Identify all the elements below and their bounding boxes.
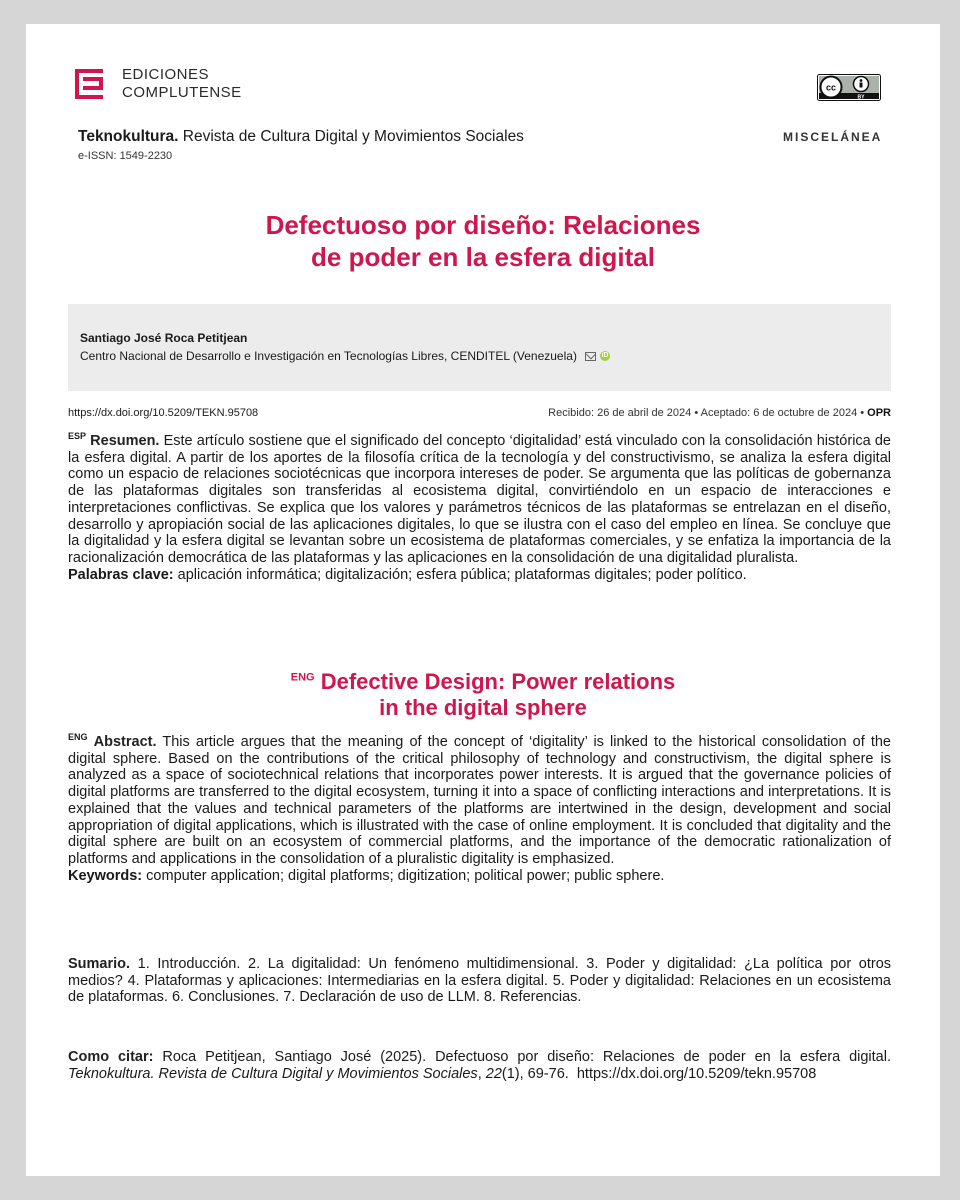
by-glyph: BY — [857, 94, 865, 101]
ediciones-complutense-logo-icon — [75, 69, 103, 99]
doi-link[interactable]: https://dx.doi.org/10.5209/TEKN.95708 — [68, 407, 259, 419]
citar-label: Como citar: — [68, 1049, 154, 1065]
title-en-line1: Defective Design: Power relations — [320, 669, 676, 694]
palabras-clave: aplicación informática; digitalización; esfera pública; plataformas digitales; poder político. — [177, 566, 747, 583]
author-name: Santiago José Roca Petitjean — [80, 331, 248, 345]
review-type: OPR — [867, 407, 891, 419]
publisher-name — [122, 66, 242, 102]
resumen-label: Resumen. — [90, 433, 160, 449]
journal-subtitle: Revista de Cultura Digital y Movimientos Sociales — [182, 128, 524, 145]
keywords: computer application; digital platforms; digitization; political power; public sphere. — [146, 867, 665, 884]
palabras-clave-label: Palabras clave: — [68, 566, 174, 583]
article-title-en — [26, 669, 940, 721]
journal-title — [78, 128, 524, 146]
dates-text: Recibido: 26 de abril de 2024 • Aceptado: 6 de octubre de 2024 • — [548, 407, 865, 419]
keywords-label: Keywords: — [68, 867, 143, 884]
publisher-line1: EDICIONES — [122, 66, 210, 83]
author-affiliation: Centro Nacional de Desarrollo e Investigación en Tecnologías Libres, CENDITEL (Venezuela) — [80, 349, 577, 363]
citation-block: Como citar: Roca Petitjean, Santiago José (2025). Defectuoso por diseño: Relaciones de poder en la esfera digital. Teknokultura. Revista de Cultura Digital y Movimientos Sociales, 22(1), 69-76. https://dx.doi.org/10.5209/tekn.95708 — [68, 1049, 891, 1082]
resumen-block — [68, 433, 891, 583]
title-es-line1: Defectuoso por diseño: Relaciones — [265, 210, 701, 240]
sumario-block — [68, 956, 891, 1006]
submission-dates — [548, 407, 891, 419]
citation-text: Roca Petitjean, Santiago José (2025). Defectuoso por diseño: Relaciones de poder en la esfera digital. — [162, 1049, 891, 1065]
issn: e-ISSN: 1549-2230 — [78, 150, 173, 162]
cc-glyph: cc — [825, 82, 837, 93]
lang-tag-eng-title: ENG — [290, 671, 315, 684]
citation-url[interactable]: https://dx.doi.org/10.5209/tekn.95708 — [576, 1065, 817, 1082]
journal-name: Teknokultura. — [78, 128, 179, 145]
title-en-line2: in the digital sphere — [379, 695, 587, 720]
abstract-text: This article argues that the meaning of the concept of ‘digitality’ is linked to the historical consolidation of the digital sphere. Based on the contributions of the critical philosophy of technology and constructivism, the digital sphere is analyzed as a space of sociotechnical relations that incorporates power interests. It is argued that the governance policies of digital platforms are transferred to the digital ecosystem, turning it into a space of conflicting interactions and interpretations. It is explained that the values and technical parameters of the platforms are intertwined in the design, development and social appropriation of digital applications, which is illustrated with the case of online employment. It is concluded that digitality and the digital sphere are built on an ecosystem of commercial platforms, and the importance of the democratic rationalization of platforms and applications in the consolidation of a pluralistic digitality is emphasized. — [68, 734, 891, 867]
publisher-line2: COMPLUTENSE — [122, 84, 242, 101]
article-page — [26, 24, 940, 1176]
title-es-line2: de poder en la esfera digital — [311, 242, 655, 272]
article-title-es — [26, 209, 940, 273]
citation-issue-pages: (1), 69-76. — [501, 1065, 569, 1082]
abstract-label: Abstract. — [93, 734, 157, 750]
sumario-text: 1. Introducción. 2. La digitalidad: Un fenómeno multidimensional. 3. Poder y digitalidad: ¿La política por otros medios? 4. Plataformas y aplicaciones: Intermediarias en la esfera digital. 5. Poder y digitalidad: Relaciones en un ecosistema de plataformas. 6. Conclusiones. 7. Declaración de uso de LLM. 8. Referencias. — [68, 956, 892, 1006]
lang-tag-esp: ESP — [68, 431, 87, 442]
abstract-block — [68, 734, 891, 884]
mail-icon[interactable] — [585, 352, 596, 361]
resumen-text: Este artículo sostiene que el significado del concepto ‘digitalidad’ está vinculado con la consolidación histórica de la esfera digital. A partir de los aportes de la filosofía crítica de la tecnología y del constructivismo, se analiza la esfera digital como un espacio de relaciones sociotécnicas que incorpora intereses de poder. Se argumenta que las políticas de gobernanza de las plataformas digitales son transferidas al ecosistema digital, convirtiéndolo en un espacio de interacciones e interpretaciones conflictivas. Se explica que los valores y parámetros técnicos de las plataformas se entrelazan en el diseño, desarrollo y apropiación social de las aplicaciones digitales, lo que se ilustra con el caso del empleo en línea. Se concluye que la digitalidad y la esfera digital se levantan sobre un ecosistema de plataformas comerciales, y se enfatiza la importancia de la racionalización democrática de las plataformas y las aplicaciones en la consolidación de una digitalidad pluralista. — [68, 433, 891, 566]
cc-by-icon[interactable] — [817, 74, 881, 101]
citation-volume: 22 — [485, 1065, 502, 1082]
sumario-label: Sumario. — [68, 956, 131, 972]
section-label: MISCELÁNEA — [783, 130, 883, 144]
author-affiliation-row — [80, 349, 610, 363]
orcid-icon[interactable]: iD — [601, 352, 609, 359]
lang-tag-eng: ENG — [68, 732, 88, 743]
author-box — [68, 304, 891, 391]
citation-journal: Teknokultura. Revista de Cultura Digital y Movimientos Sociales — [68, 1065, 478, 1082]
